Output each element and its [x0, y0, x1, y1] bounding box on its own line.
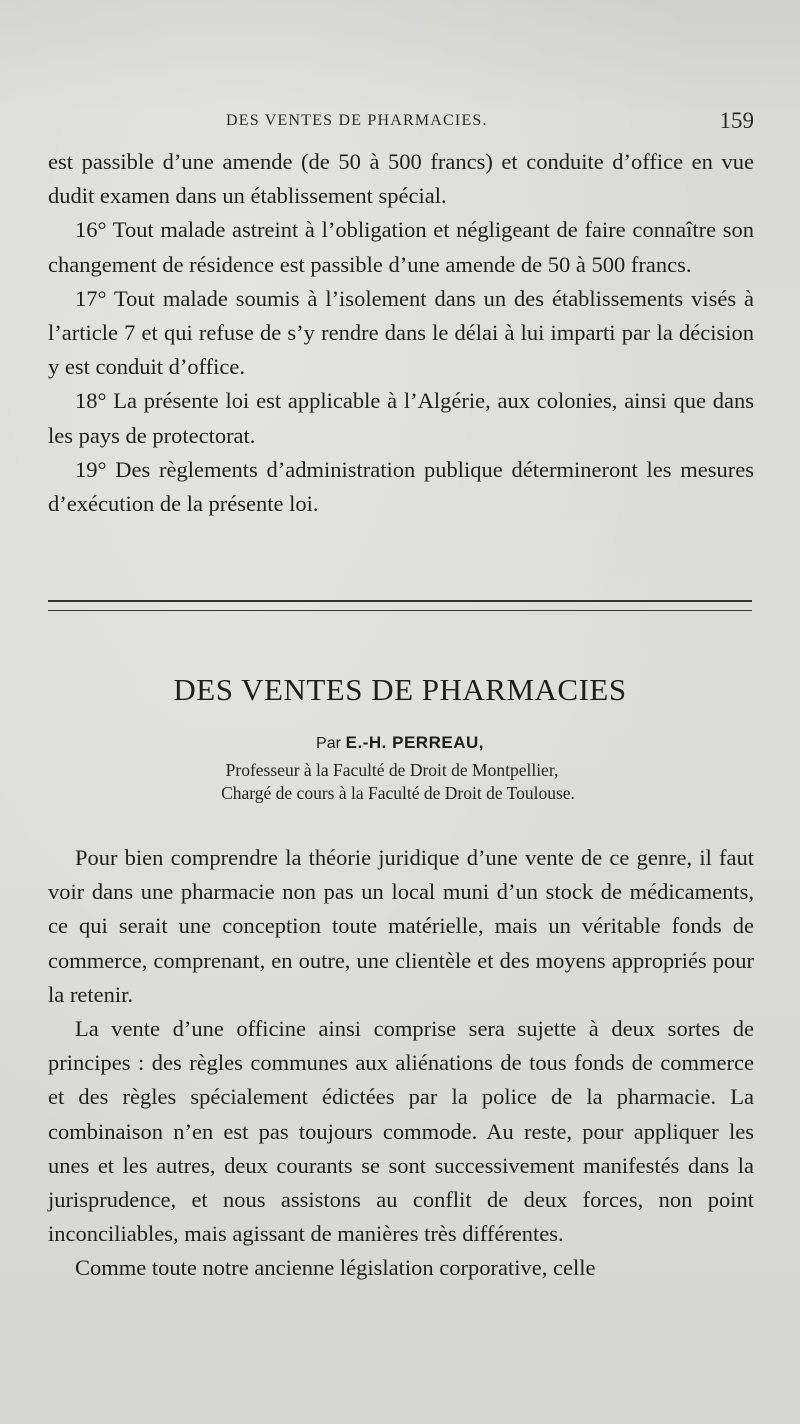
- author-affiliation-1: Professeur à la Faculté de Droit de Montpellier,: [225, 760, 559, 780]
- paragraph-item-17: 17° Tout malade soumis à l’isolement dans un des établissements visés à l’article 7 et qui refuse de s’y rendre dans le délai à lui imparti par la décision y est conduit d’office.: [48, 285, 754, 380]
- section-divider: [48, 600, 752, 611]
- paragraph-continuation: est passible d’une amende (de 50 à 500 francs) et conduite d’office en vue dudit examen dans un établissement spécial.: [48, 149, 754, 209]
- running-title: DES VENTES DE PHARMACIES.: [226, 112, 488, 129]
- article-title: DES VENTES DE PHARMACIES: [173, 672, 627, 707]
- paragraph-item-19: 19° Des règlements d’administration publique détermineront les mesures d’exécution de la présente loi.: [48, 456, 754, 517]
- body-paragraph-1: Pour bien comprendre la théorie juridique d’une vente de ce genre, il faut voir dans une pharmacie non pas un local muni d’un stock de médicaments, ce qui serait une conception toute matérielle, mais un véritable fonds de commerce, comprenant, en outre, une clientèle et des moyens appropriés pour la retenir.: [48, 845, 754, 1007]
- paragraph-item-16: 16° Tout malade astreint à l’obligation et négligeant de faire connaître son changement de résidence est passible d’une amende de 50 à 500 francs.: [48, 217, 754, 277]
- preceding-text-block: [48, 145, 754, 521]
- body-paragraph-3: Comme toute notre ancienne législation corporative, celle: [75, 1255, 596, 1281]
- byline-prefix: Par: [316, 735, 341, 752]
- page-number: 159: [719, 108, 754, 133]
- byline: [0, 733, 800, 753]
- author-name: E.-H. PERREAU,: [345, 733, 484, 752]
- paragraph-item-18: 18° La présente loi est applicable à l’Algérie, aux colonies, ainsi que dans les pays de protectorat.: [48, 388, 754, 448]
- author-affiliation-2: Chargé de cours à la Faculté de Droit de Toulouse.: [221, 783, 575, 803]
- body-paragraph-2: La vente d’une officine ainsi comprise sera sujette à deux sortes de principes : des règles communes aux aliénations de tous fonds de commerce et des règles spécialement édictées par la police de la pharmacie. La combinaison n’en est pas toujours commode. Au reste, pour appliquer les unes et les autres, deux courants se sont successivement manifestés dans la jurisprudence, et nous assistons au conflit de deux forces, non point inconciliables, mais agissant de manières très différentes.: [48, 1016, 754, 1247]
- article-body: [48, 841, 754, 1286]
- page-header: [48, 108, 754, 138]
